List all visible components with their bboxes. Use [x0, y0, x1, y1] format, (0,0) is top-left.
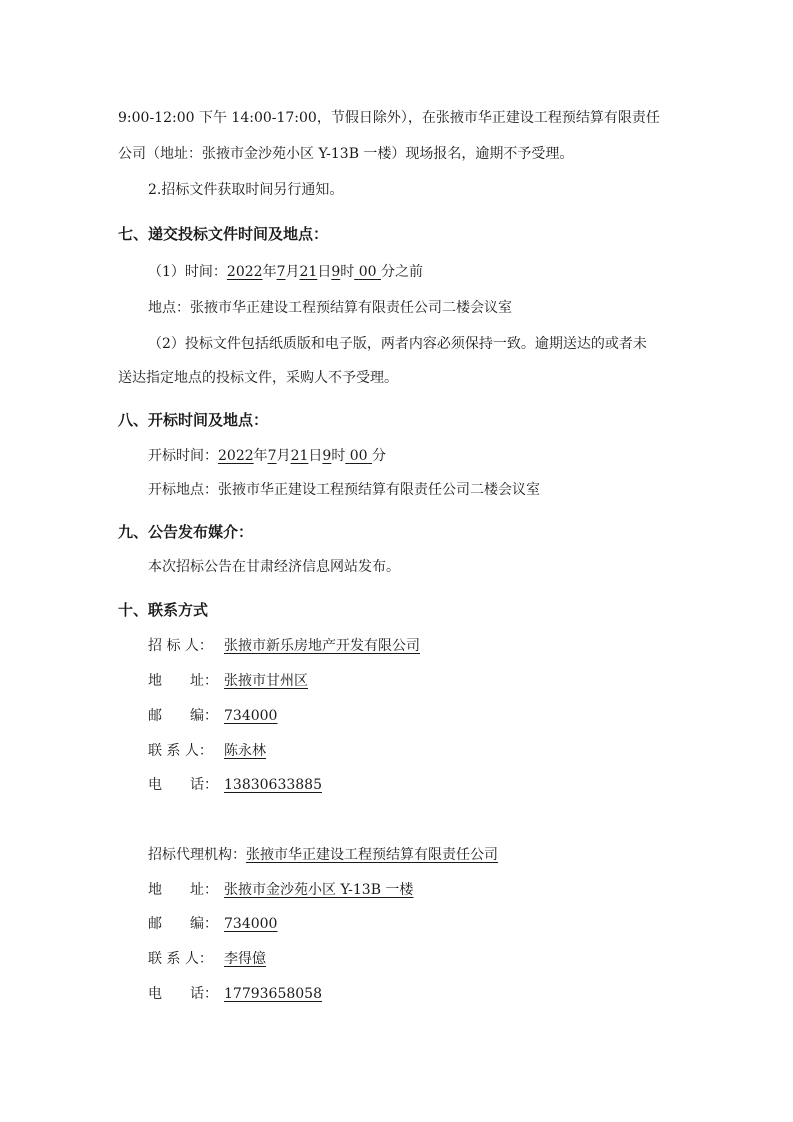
year-value: 2022	[226, 264, 263, 280]
paragraph-line: 2.招标文件获取时间另行通知。	[148, 182, 344, 198]
agency-zip: 734000	[224, 916, 278, 932]
section-heading: 十、联系方式	[118, 601, 209, 619]
agency-phone-row	[148, 984, 322, 1004]
opening-time	[148, 446, 386, 466]
day-value: 21	[299, 264, 318, 280]
month-value: 7	[276, 264, 286, 280]
year-unit: 年	[262, 264, 277, 280]
agency-contact: 李得億	[224, 951, 266, 967]
time-prefix: （1）时间：	[148, 264, 227, 280]
month-value: 7	[267, 448, 277, 464]
field-label: 地 址：	[148, 882, 218, 898]
hour-unit: 时	[340, 264, 355, 280]
month-unit: 月	[285, 264, 300, 280]
agency-name-row	[148, 845, 498, 865]
tenderer-phone-row	[148, 775, 322, 795]
year-value: 2022	[218, 448, 254, 464]
hour-unit: 时	[331, 448, 346, 464]
field-label: 邮 编：	[148, 916, 218, 932]
agency-address-row	[148, 880, 413, 900]
section-heading: 九、公告发布媒介：	[118, 523, 254, 541]
submission-place: 地点：张掖市华正建设工程预结算有限责任公司二楼会议室	[148, 300, 512, 316]
tenderer-address: 张掖市甘州区	[224, 673, 308, 689]
field-label: 联 系 人：	[148, 743, 213, 759]
hour-value: 9	[322, 448, 332, 464]
day-unit: 日	[317, 264, 332, 280]
tenderer-name-row	[148, 636, 420, 656]
day-unit: 日	[308, 448, 323, 464]
tenderer-zip: 734000	[224, 708, 278, 724]
day-value: 21	[290, 448, 309, 464]
agency-phone: 17793658058	[224, 986, 322, 1002]
opening-place: 开标地点：张掖市华正建设工程预结算有限责任公司二楼会议室	[148, 482, 540, 498]
tenderer-contact: 陈永林	[224, 743, 266, 759]
agency-zip-row	[148, 914, 277, 934]
section-heading: 八、开标时间及地点：	[118, 411, 269, 429]
paragraph-line: （2）投标文件包括纸质版和电子版，两者内容必须保持一致。逾期送达的或者未	[148, 336, 647, 352]
tenderer-address-row	[148, 671, 308, 691]
tenderer-name: 张掖市新乐房地产开发有限公司	[224, 638, 420, 654]
submission-time	[148, 262, 423, 282]
field-label: 联 系 人：	[148, 951, 213, 967]
hour-value: 9	[331, 264, 341, 280]
agency-contact-row	[148, 949, 266, 969]
minute-value: 00	[358, 264, 377, 280]
agency-address: 张掖市金沙苑小区 Y-13B 一楼	[224, 882, 414, 898]
agency-name: 张掖市华正建设工程预结算有限责任公司	[246, 847, 498, 863]
field-label: 招标代理机构：	[148, 847, 246, 863]
paragraph-line: 本次招标公告在甘肃经济信息网站发布。	[148, 559, 400, 575]
field-label: 电 话：	[148, 986, 218, 1002]
field-label: 电 话：	[148, 777, 218, 793]
minute-unit: 分之前	[380, 264, 423, 280]
year-unit: 年	[253, 448, 268, 464]
tenderer-contact-row	[148, 741, 266, 761]
section-heading: 七、递交投标文件时间及地点：	[118, 225, 329, 243]
tenderer-zip-row	[148, 706, 277, 726]
tenderer-phone: 13830633885	[224, 777, 322, 793]
field-label: 招 标 人：	[148, 638, 213, 654]
paragraph-line: 9:00-12:00 下午 14:00-17:00，节假日除外），在张掖市华正建设工程预结算有限责任	[118, 110, 660, 126]
paragraph-line: 公司（地址：张掖市金沙苑小区 Y-13B 一楼）现场报名，逾期不予受理。	[118, 146, 574, 162]
field-label: 邮 编：	[148, 708, 218, 724]
minute-unit: 分	[372, 448, 387, 464]
field-label: 地 址：	[148, 673, 218, 689]
month-unit: 月	[276, 448, 291, 464]
time-prefix: 开标时间：	[148, 448, 218, 464]
paragraph-line: 送达指定地点的投标文件，采购人不予受理。	[118, 370, 398, 386]
minute-value: 00	[349, 448, 368, 464]
